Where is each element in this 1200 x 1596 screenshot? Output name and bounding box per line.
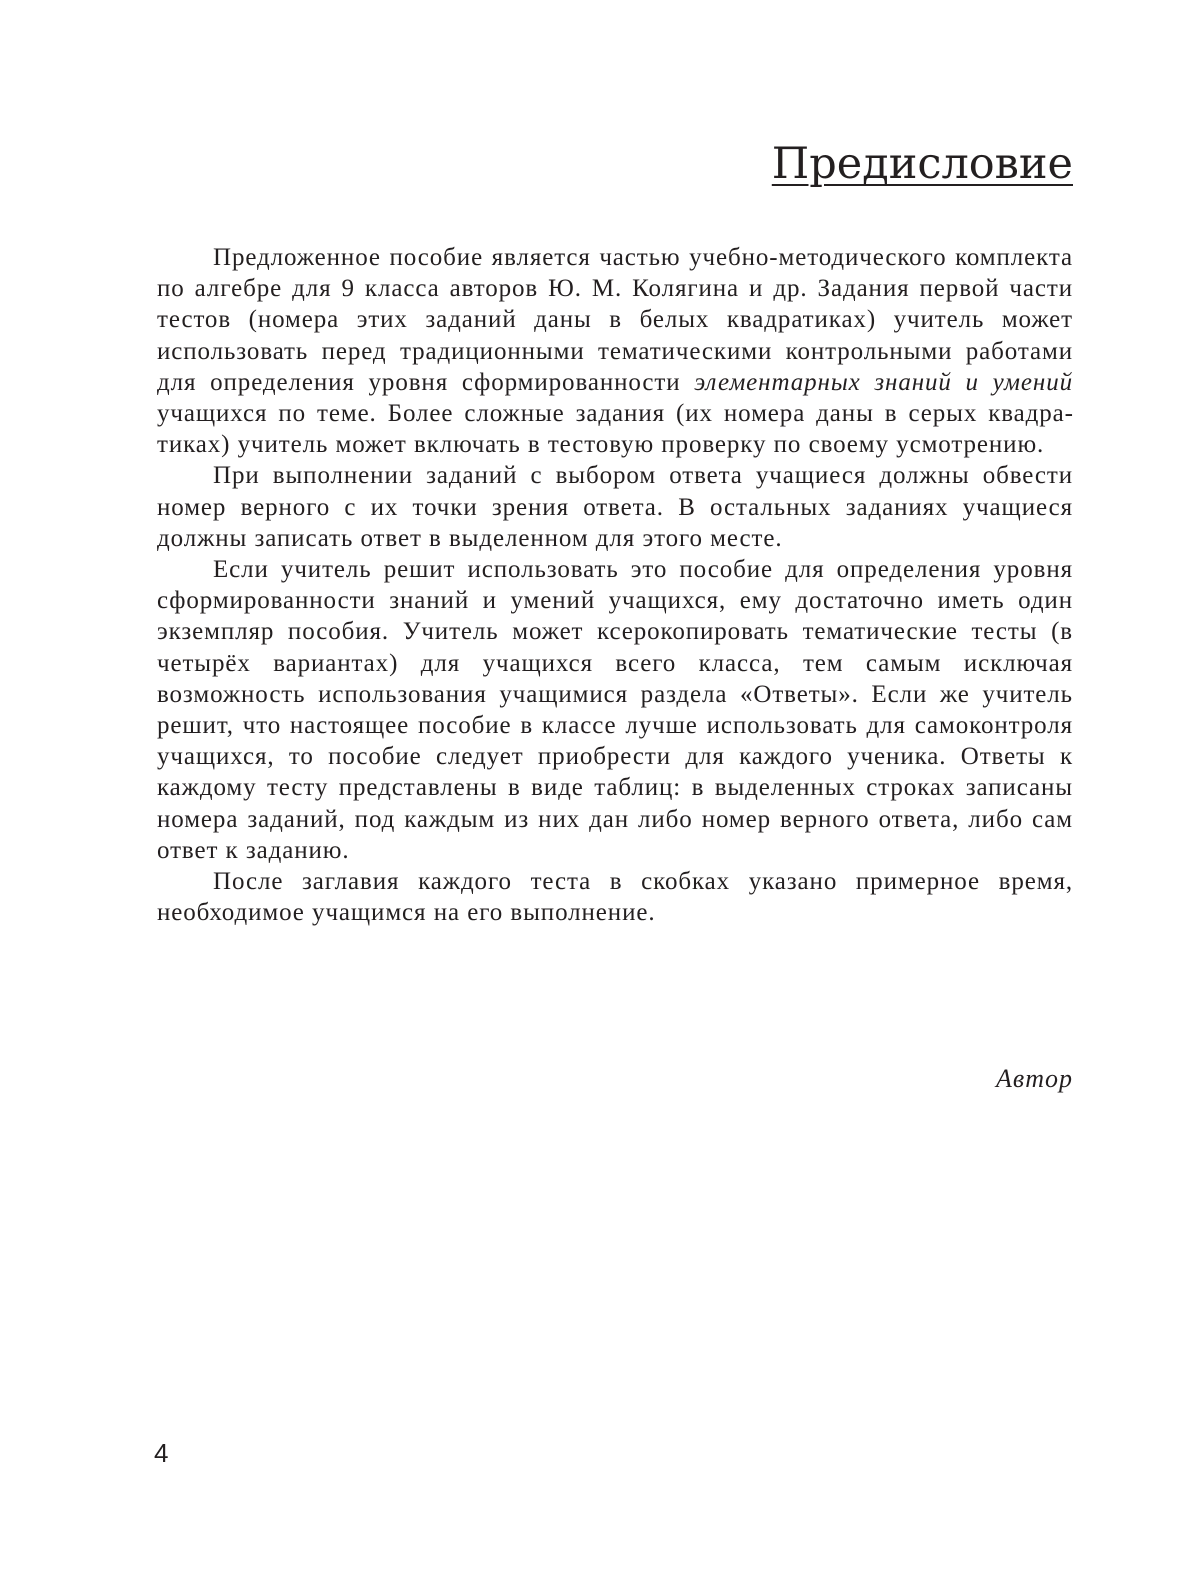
paragraph-4-text: После заглавия каждого теста в скобках указано примерное время, необходимое учащимся на его выполнение. [157,868,1073,927]
paragraph-1-text-start: Предложенное пособие является частью учебно-методического комплекта по алгебре для 9 класса авторов Ю. М. Колягина и др. Задания первой части тестов (номера этих заданий даны в белых квадратиках) учитель может использовать перед традиционными тематическими контрольными работами для определения уровня сформированности [157,244,1073,396]
author-signature: Автор [996,1064,1073,1093]
page-title: Предисловие [771,139,1073,189]
paragraph-1 [157,242,1073,460]
paragraph-4 [157,866,1073,928]
paragraph-3 [157,554,1073,866]
preface-body [157,242,1073,928]
paragraph-1-text-end: учащихся по теме. Более сложные задания (их номера даны в серых квадратиках) учитель может включать в тестовую проверку по своему усмотрению. [157,400,1073,459]
page-number: 4 [154,1438,169,1468]
paragraph-3-text: Если учитель решит использовать это пособие для определения уровня сформированности знаний и умений учащихся, ему достаточно иметь один экземпляр пособия. Учитель может ксерокопировать тематические тесты (в четырёх вариантах) для учащихся всего класса, тем самым исключая возможность использования учащимися раздела «Ответы». Если же учитель решит, что настоящее пособие в классе лучше использовать для самоконтроля учащихся, то пособие следует приобрести для каждого ученика. Ответы к каждому тесту представлены в виде таблиц: в выделенных строках записаны номера заданий, под каждым из них дан либо номер верного ответа, либо сам ответ к заданию. [157,556,1073,864]
paragraph-2-text: При выполнении заданий с выбором ответа учащиеся должны обвести номер верного с их точки зрения ответа. В остальных заданиях учащиеся должны записать ответ в выделенном для этого месте. [157,462,1073,552]
paragraph-1-emphasis: элементарных знаний и умений [694,368,1073,396]
paragraph-2 [157,460,1073,554]
